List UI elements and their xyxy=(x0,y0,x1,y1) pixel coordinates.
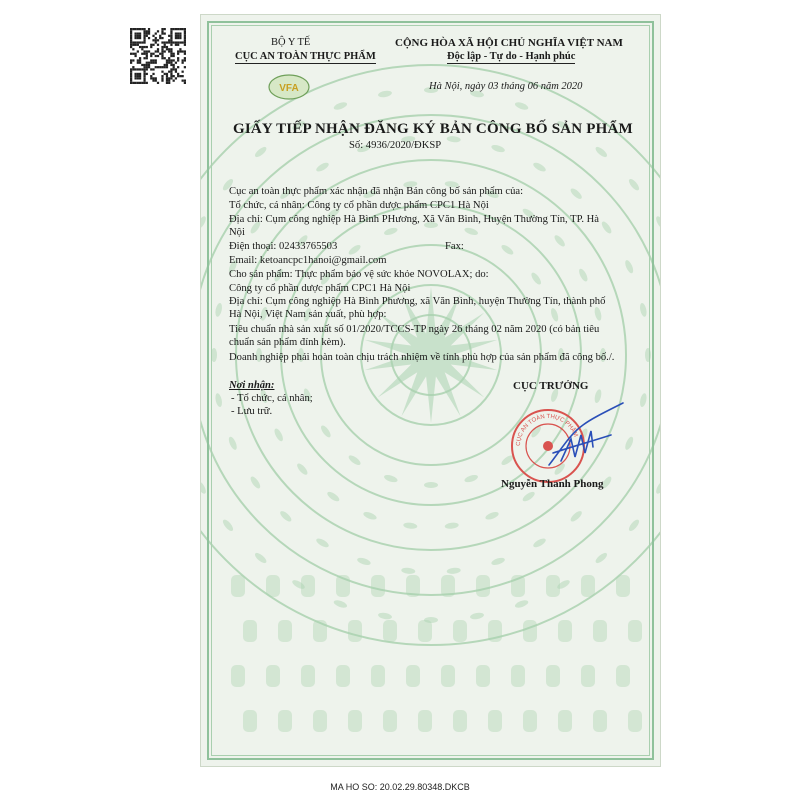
product-line: Cho sản phẩm: Thực phẩm bảo vệ sức khỏe NOVOLAX; do: xyxy=(229,269,489,280)
email-line: Email: ketoancpc1hanoi@gmail.com xyxy=(229,255,387,266)
country-name: CỘNG HÒA XÃ HỘI CHỦ NGHĨA VIỆT NAM xyxy=(395,37,623,49)
organization-line: Tổ chức, cá nhân: Công ty cổ phần dược phẩm CPC1 Hà Nội xyxy=(229,200,489,211)
qr-code xyxy=(130,28,186,84)
certificate-paper xyxy=(200,14,661,767)
fax-line: Fax: xyxy=(445,241,464,252)
signer-name: Nguyễn Thanh Phong xyxy=(501,478,604,490)
svg-text:CỤC AN TOÀN THỰC PHẨM: CỤC AN TOÀN THỰC PHẨM xyxy=(515,413,579,447)
svg-text:VFA: VFA xyxy=(279,83,299,94)
document-number: Số: 4936/2020/ĐKSP xyxy=(349,140,442,151)
document-title: GIẤY TIẾP NHẬN ĐĂNG KÝ BẢN CÔNG BỐ SẢN PHẨM xyxy=(233,121,633,137)
address-line-1-cont: Nội xyxy=(229,227,245,238)
address-line-2: Địa chỉ: Cụm công nghiệp Hà Bình Phương, xã Văn Bình, huyện Thường Tín, thành phố xyxy=(229,296,606,307)
address-line-2-cont: Hà Nội, Việt Nam sản xuất, phù hợp: xyxy=(229,309,387,320)
recipients-label: Nơi nhận: xyxy=(229,380,275,391)
recipient-item: - Lưu trữ. xyxy=(231,406,273,417)
vfa-logo xyxy=(267,73,311,101)
address-line-1: Địa chỉ: Cụm công nghiệp Hà Bình PHương, Xã Văn Bình, Huyện Thường Tín, TP. Hà xyxy=(229,214,600,225)
ministry-name: BỘ Y TẾ xyxy=(271,37,311,48)
responsibility-line: Doanh nghiệp phải hoàn toàn chịu trách nhiệm về tính phù hợp của sản phẩm đã công bố./. xyxy=(229,352,615,363)
standard-line: Tiêu chuẩn nhà sản xuất số 01/2020/TCCS-TP ngày 26 tháng 02 năm 2020 (có bản tiêu xyxy=(229,324,600,335)
intro-line: Cục an toàn thực phẩm xác nhận đã nhận Bản công bố sản phẩm của: xyxy=(229,186,524,197)
standard-line-cont: chuẩn sản phẩm đính kèm). xyxy=(229,337,346,348)
issue-date-place: Hà Nội, ngày 03 tháng 06 năm 2020 xyxy=(429,81,583,92)
national-motto: Độc lập - Tự do - Hạnh phúc xyxy=(447,51,576,62)
manufacturer-line: Công ty cổ phần dược phẩm CPC1 Hà Nội xyxy=(229,283,411,294)
dossier-code: MA HO SO: 20.02.29.80348.DKCB xyxy=(330,782,470,792)
recipient-item: - Tổ chức, cá nhân; xyxy=(231,393,313,404)
signer-title: CỤC TRƯỞNG xyxy=(513,380,589,392)
phone-line: Điện thoại: 02433765503 xyxy=(229,241,338,252)
signature xyxy=(531,395,631,485)
agency-name: CỤC AN TOÀN THỰC PHẨM xyxy=(235,51,376,62)
